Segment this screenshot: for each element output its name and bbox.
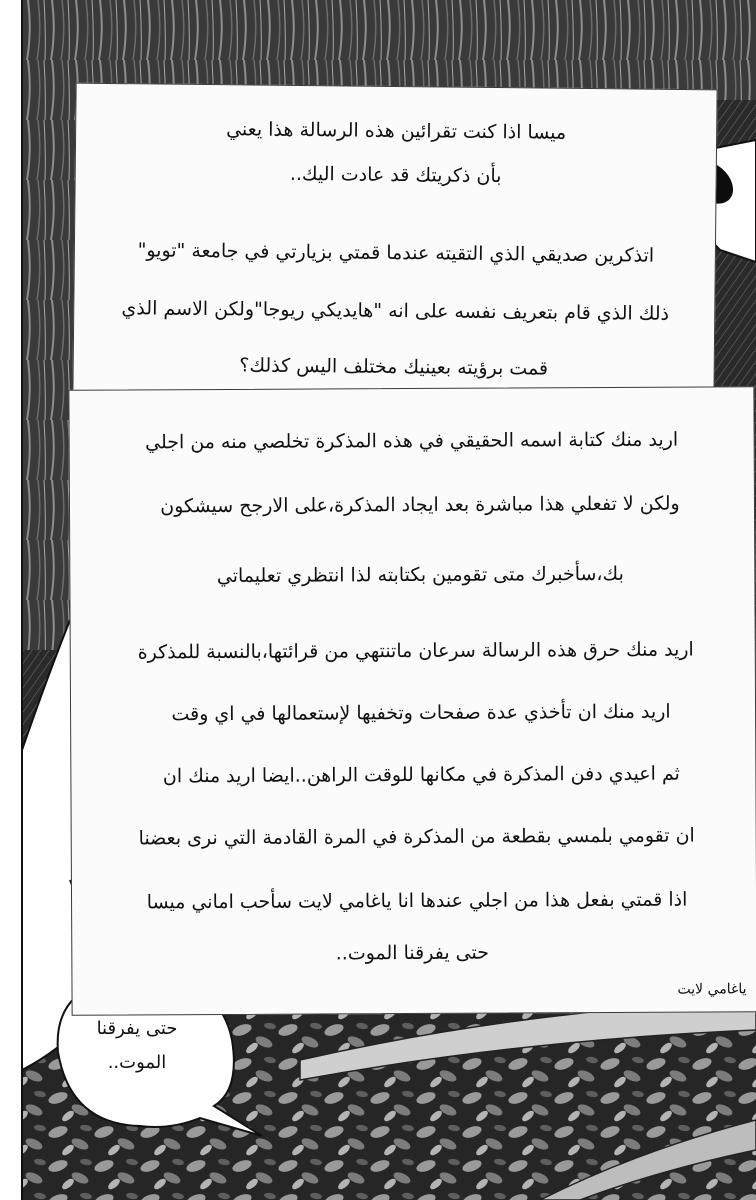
letter-line: بك،سأخبرك متى تقومين بكتابته لذا انتظري تعليماتي <box>216 562 624 588</box>
letter-line: ذلك الذي قام بتعريف نفسه على انه "هايديكي ريوجا"ولكن الاسم الذي <box>121 297 670 325</box>
letter-signature: ياغامي لايت <box>677 981 747 998</box>
speech-bubble-line: حتى يفرقنا <box>96 1018 178 1039</box>
speech-bubble <box>52 972 226 1124</box>
letter-line: قمت برؤيته بعينيك مختلف اليس كذلك؟ <box>239 354 549 380</box>
letter-line: اذا قمتي بفعل هذا من اجلي عندها انا ياغامي لايت سأحب اماني ميسا <box>146 888 688 914</box>
letter-line: بأن ذكريتك قد عادت اليك.. <box>289 162 502 188</box>
left-panel-border <box>0 0 22 1200</box>
letter-line: ميسا اذا كنت تقرائين هذه الرسالة هذا يعني <box>226 118 567 144</box>
letter-line: حتى يفرقنا الموت.. <box>335 941 489 965</box>
letter-line: ثم اعيدي دفن المذكرة في مكانها للوقت الراهن..ايضا اريد منك ان <box>162 762 680 788</box>
letter-line: ولكن لا تفعلي هذا مباشرة بعد ايجاد المذكرة،على الارجح سيشكون <box>160 492 680 518</box>
letter-page-top <box>72 83 717 402</box>
letter-line: اريد منك كتابة اسمه الحقيقي في هذه المذكرة تخلصي منه من اجلي <box>145 428 679 454</box>
speech-bubble-line: الموت.. <box>107 1052 167 1073</box>
letter-line: ان تقومي بلمسي بقطعة من المذكرة في المرة القادمة التي نرى بعضنا <box>138 824 695 850</box>
letter-line: اتذكرين صديقي الذي التقيته عندما قمتي بزيارتي في جامعة "تويو" <box>137 239 655 267</box>
letter-line: اريد منك حرق هذه الرسالة سرعان ماتنتهي من قرائتها،بالنسبة للمذكرة <box>137 638 694 664</box>
letter-page-bottom <box>68 386 756 1016</box>
letter-line: اريد منك ان تأخذي عدة صفحات وتخفيها لإستعمالها في اي وقت <box>171 700 671 726</box>
